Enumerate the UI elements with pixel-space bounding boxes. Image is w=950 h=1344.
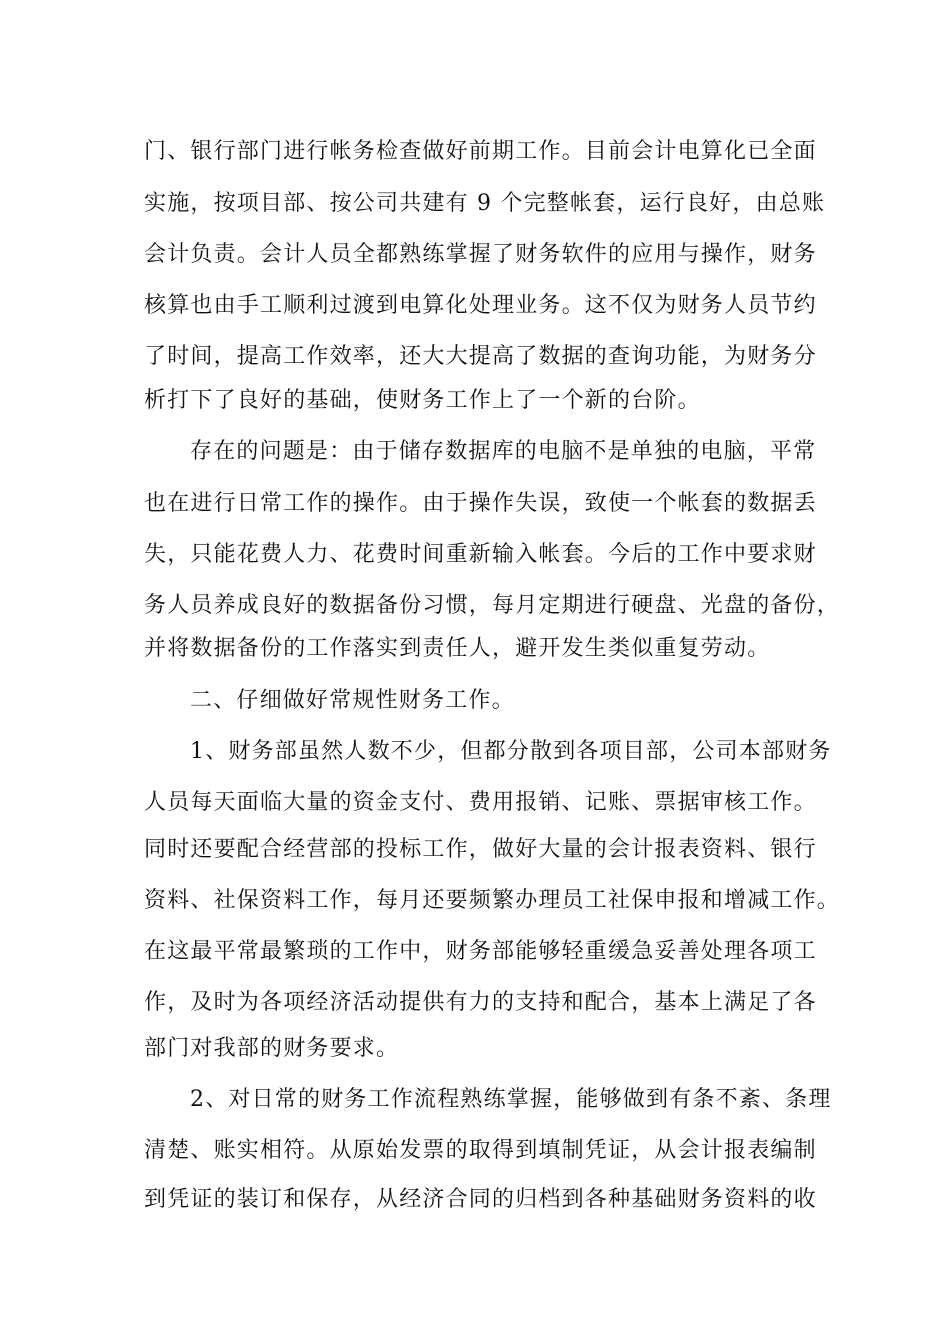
text-line: 析打下了良好的基础，使财务工作上了一个新的台阶。: [144, 388, 701, 413]
text-line: 失，只能花费人力、花费时间重新输入帐套。今后的工作中要求财: [144, 542, 817, 567]
text-line: 资料、社保资料工作，每月还要频繁办理员工社保申报和增减工作。: [144, 888, 841, 913]
paragraph-first-line: 存在的问题是：由于储存数据库的电脑不是单独的电脑，平常: [190, 439, 817, 464]
text-line: 核算也由手工顺利过渡到电算化处理业务。这不仅为财务人员节约: [144, 293, 817, 318]
text-line: 门、银行部门进行帐务检查做好前期工作。目前会计电算化已全面: [144, 139, 817, 164]
text-line: 务人员养成良好的数据备份习惯，每月定期进行硬盘、光盘的备份，: [144, 593, 841, 618]
text-line: 人员每天面临大量的资金支付、费用报销、记账、票据审核工作。: [144, 790, 817, 815]
text-line: 部门对我部的财务要求。: [144, 1036, 400, 1061]
paragraph-first-line: 1、财务部虽然人数不少，但都分散到各项目部，公司本部财务: [190, 739, 832, 764]
text-line: 也在进行日常工作的操作。由于操作失误，致使一个帐套的数据丢: [144, 491, 817, 516]
text-line: 了时间，提高工作效率，还大大提高了数据的查询功能，为财务分: [144, 344, 817, 369]
text-line: 同时还要配合经营部的投标工作，做好大量的会计报表资料、银行: [144, 837, 817, 862]
text-line: 到凭证的装订和保存，从经济合同的归档到各种基础财务资料的收: [144, 1187, 817, 1212]
text-line: 并将数据备份的工作落实到责任人，避开发生类似重复劳动。: [144, 636, 771, 661]
text-line: 作，及时为各项经济活动提供有力的支持和配合，基本上满足了各: [144, 990, 817, 1015]
text-line: 清楚、账实相符。从原始发票的取得到填制凭证，从会计报表编制: [144, 1138, 817, 1163]
text-line: 实施，按项目部、按公司共建有 9 个完整帐套，运行良好，由总账: [144, 191, 826, 216]
paragraph-first-line: 2、对日常的财务工作流程熟练掌握，能够做到有条不紊、条理: [190, 1087, 832, 1112]
section-heading: 二、仔细做好常规性财务工作。: [190, 688, 515, 713]
text-line: 在这最平常最繁琐的工作中，财务部能够轻重缓急妥善处理各项工: [144, 939, 817, 964]
text-line: 会计负责。会计人员全都熟练掌握了财务软件的应用与操作，财务: [144, 242, 817, 267]
